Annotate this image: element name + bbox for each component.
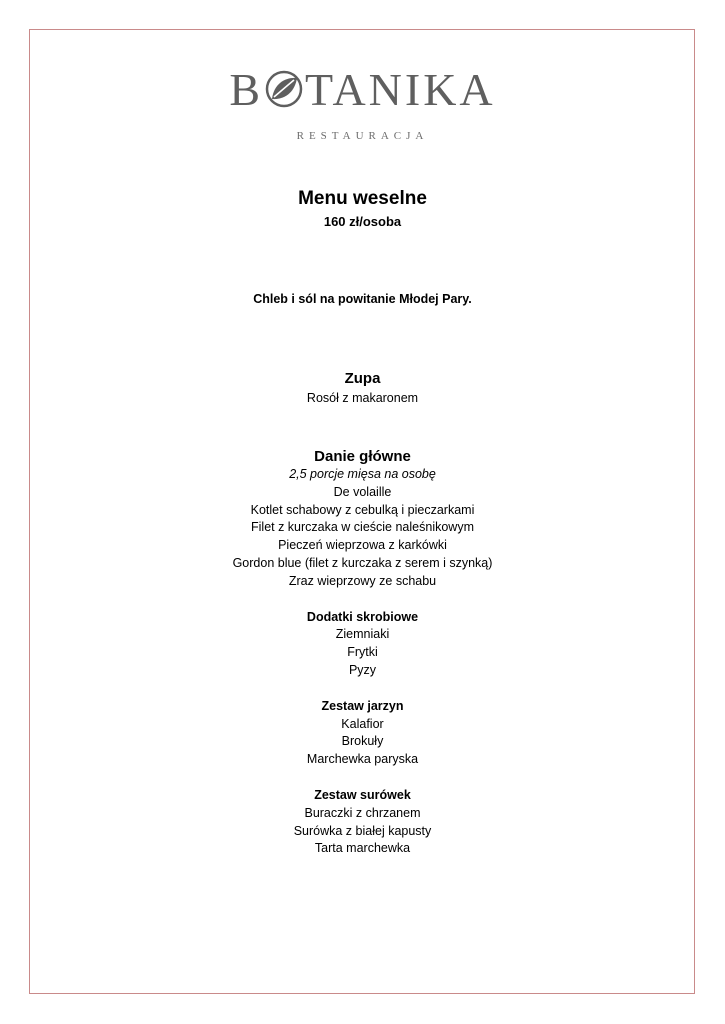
menu-item: De volaille xyxy=(333,484,392,499)
menu-item: Marchewka paryska xyxy=(306,752,419,767)
menu-item: Filet z kurczaka w cieście naleśnikowym xyxy=(251,520,474,535)
subsection-heading: Dodatki skrobiowe xyxy=(306,609,419,624)
menu-item: Zraz wieprzowy ze schabu xyxy=(288,573,437,588)
menu-item: Ziemniaki xyxy=(335,627,390,642)
menu-item: Surówka z białej kapusty xyxy=(293,823,432,838)
section-heading: Zupa xyxy=(344,370,381,387)
logo-text-right: TANIKA xyxy=(305,64,496,115)
logo-tagline: RESTAURACJA xyxy=(296,130,429,142)
portion-note: 2,5 porcje mięsa na osobę xyxy=(289,467,436,481)
menu-item: Tarta marchewka xyxy=(314,841,411,856)
menu-item: Buraczki z chrzanem xyxy=(304,805,421,820)
main-course-section xyxy=(0,448,725,858)
section-heading: Danie główne xyxy=(314,448,411,465)
subsection-heading: Zestaw surówek xyxy=(314,787,411,802)
menu-item: Rosół z makaronem xyxy=(306,391,419,405)
soup-section xyxy=(0,370,725,408)
menu-item: Gordon blue (filet z kurczaka z serem i szynką) xyxy=(232,555,493,570)
menu-price: 160 zł/osoba xyxy=(323,214,402,229)
welcome-line: Chleb i sól na powitanie Młodej Pary. xyxy=(253,292,472,306)
menu-item: Kotlet schabowy z cebulką i pieczarkami xyxy=(250,502,475,517)
menu-item: Brokuły xyxy=(341,734,384,749)
menu-item: Kalafior xyxy=(341,716,384,731)
leaf-logo-icon xyxy=(264,69,304,109)
menu-item: Frytki xyxy=(347,645,378,660)
restaurant-logo xyxy=(0,64,725,116)
logo-text-left: B xyxy=(229,64,264,115)
menu-title: Menu weselne xyxy=(298,188,427,209)
menu-item: Pyzy xyxy=(348,662,377,677)
subsection-heading: Zestaw jarzyn xyxy=(321,698,404,713)
menu-item: Pieczeń wieprzowa z karkówki xyxy=(278,538,447,553)
